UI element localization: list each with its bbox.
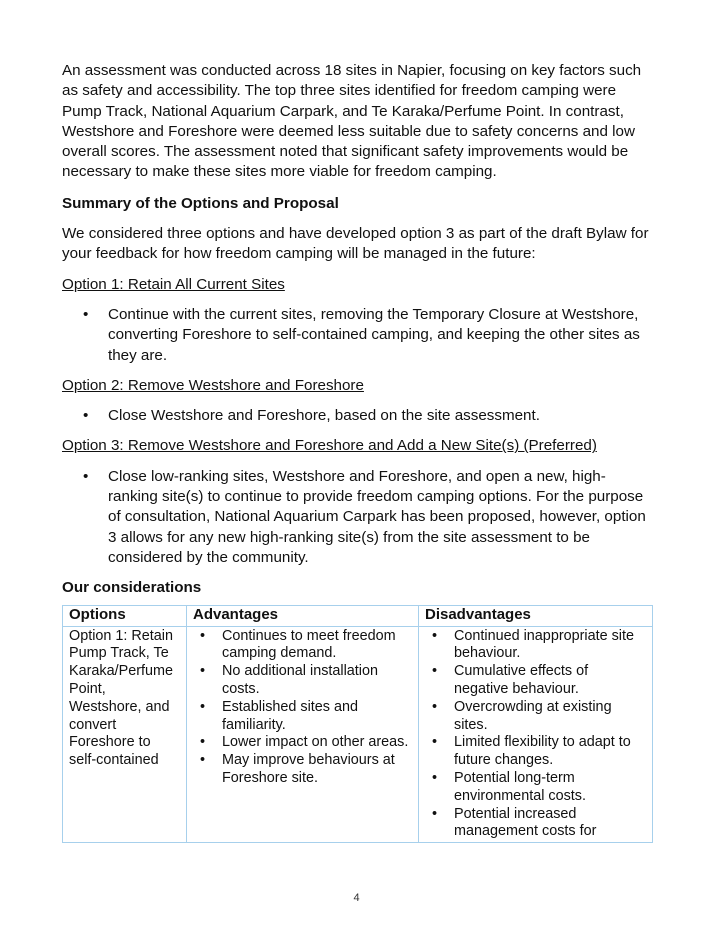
bullet-icon: •	[432, 805, 438, 822]
list-item	[193, 628, 412, 664]
bullet-text: Continue with the current sites, removing the Temporary Closure at Westshore, converting Foreshore to self-contained camping, and keeping the other sites as they are.	[108, 305, 640, 364]
option-2-title: Option 2: Remove Westshore and Foreshore	[62, 376, 364, 394]
bullet-icon: •	[432, 698, 438, 715]
table-header-row	[63, 605, 653, 626]
option-3-bullets	[62, 467, 652, 568]
disadvantage-text: Potential increased management costs for	[454, 805, 597, 840]
disadvantage-text: Limited flexibility to adapt to future changes.	[454, 734, 631, 769]
disadvantage-text: Overcrowding at existing sites.	[454, 698, 612, 733]
disadvantage-text: Potential long-term environmental costs.	[454, 769, 586, 804]
considerations-table	[62, 605, 653, 843]
advantages-list	[193, 628, 412, 788]
bullet-icon: •	[200, 698, 206, 715]
option-2-bullets	[62, 406, 652, 426]
bullet-text: Close Westshore and Foreshore, based on the site assessment.	[108, 407, 540, 425]
column-header-advantages: Advantages	[187, 605, 419, 626]
list-item	[62, 305, 652, 366]
column-header-options: Options	[63, 605, 187, 626]
list-item	[62, 406, 652, 426]
option-1-bullets	[62, 305, 652, 366]
bullet-icon: •	[83, 407, 89, 425]
document-page	[62, 61, 652, 843]
bullet-icon: •	[83, 305, 89, 323]
advantage-text: Lower impact on other areas.	[222, 734, 409, 751]
bullet-icon: •	[200, 627, 206, 644]
option-cell	[63, 626, 187, 842]
option-3-title: Option 3: Remove Westshore and Foreshore and Add a New Site(s) (Preferred)	[62, 437, 597, 455]
list-item	[425, 770, 646, 806]
intro-paragraph: An assessment was conducted across 18 sites in Napier, focusing on key factors such as safety and accessibility. The top three sites identified for freedom camping were Pump Track, National Aquarium Carpark, and Te Karaka/Perfume Point. In contrast, Westshore and Foreshore were deemed less suitable due to safety concerns and low overall scores. The assessment noted that significant safety improvements would be necessary to make these sites more viable for freedom camping.	[62, 62, 642, 181]
bullet-icon: •	[432, 627, 438, 644]
advantages-cell	[187, 626, 419, 842]
column-header-disadvantages: Disadvantages	[419, 605, 653, 626]
bullet-icon: •	[200, 752, 206, 769]
advantage-text: Continues to meet freedom camping demand.	[222, 627, 396, 662]
bullet-icon: •	[432, 663, 438, 680]
summary-heading: Summary of the Options and Proposal	[62, 194, 339, 212]
list-item	[425, 663, 646, 699]
summary-paragraph: We considered three options and have developed option 3 as part of the draft Bylaw for your feedback for how freedom camping will be managed in the future:	[62, 225, 649, 263]
advantage-text: May improve behaviours at Foreshore site.	[222, 752, 395, 786]
list-item	[425, 699, 646, 735]
option-text: Option 1: Retain Pump Track, Te Karaka/Perfume Point, Westshore, and convert Foreshore to self-contained	[69, 627, 173, 769]
list-item	[62, 467, 652, 568]
considerations-heading: Our considerations	[62, 579, 202, 597]
list-item	[425, 628, 646, 664]
bullet-text: Close low-ranking sites, Westshore and Foreshore, and open a new, high-ranking site(s) to continue to provide freedom camping options. For the purpose of consultation, National Aquarium Carpark has been proposed, however, option 3 allows for any new high-ranking site(s) from the site assessment to be considered by the community.	[108, 467, 646, 566]
list-item	[193, 734, 412, 752]
page-number: 4	[353, 892, 360, 904]
disadvantage-text: Continued inappropriate site behaviour.	[454, 627, 635, 662]
table-row	[63, 626, 653, 842]
disadvantages-cell	[419, 626, 653, 842]
bullet-icon: •	[432, 734, 438, 751]
advantage-text: Established sites and familiarity.	[222, 698, 358, 733]
bullet-icon: •	[83, 467, 89, 485]
list-item	[193, 663, 412, 699]
bullet-icon: •	[200, 734, 206, 751]
list-item	[425, 806, 646, 840]
bullet-icon: •	[432, 769, 438, 786]
advantage-text: No additional installation costs.	[222, 663, 378, 697]
list-item	[425, 734, 646, 770]
bullet-icon: •	[200, 663, 206, 680]
list-item	[193, 752, 412, 788]
disadvantages-list	[425, 628, 646, 840]
option-1-title: Option 1: Retain All Current Sites	[62, 275, 285, 293]
disadvantage-text: Cumulative effects of negative behaviour.	[454, 663, 589, 697]
list-item	[193, 699, 412, 735]
